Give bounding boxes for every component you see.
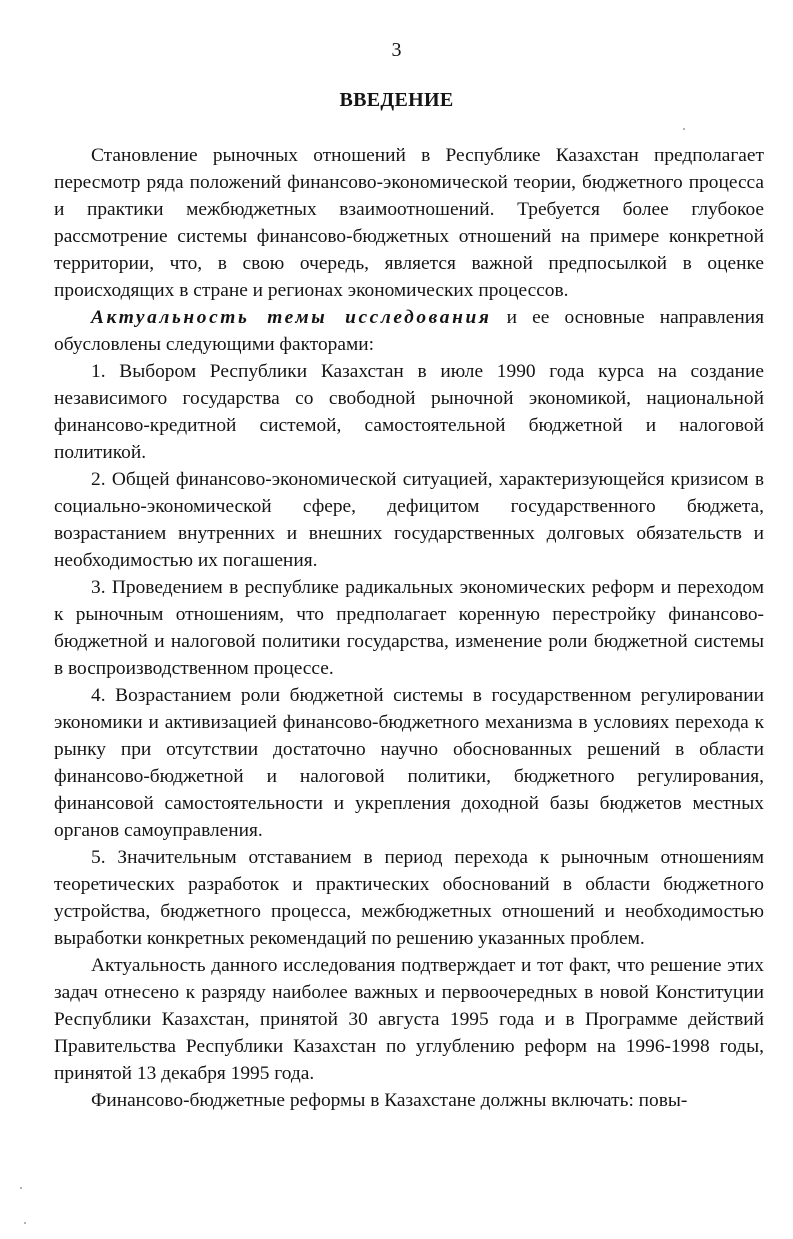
paragraph-intro: Становление рыночных отношений в Республике Казахстан предполагает пересмотр ряда положений финансово-экономической теории, бюджетного процесса и практики межбюджетных взаимоотношений. Требуется более глубокое рассмотрение системы финансово-бюджетных отношений на примере конкретной территории, что, в свою очередь, является важной предпосылкой в оценке происходящих в стране и регионах экономических процессов. [54,145,764,301]
paragraph-factor-1: 1. Выбором Республики Казахстан в июле 1990 года курса на создание независимого государства со свободной рыночной экономикой, национальной финансово-кредитной системой, самостоятельной бюджетной и налоговой политикой. [54,361,764,463]
scan-speck [24,1222,26,1224]
page-number: 3 [391,39,402,61]
body-text [54,142,764,1114]
paragraph-factor-2: 2. Общей финансово-экономической ситуацией, характеризующейся кризисом в социально-экономической сфере, дефицитом государственного бюджета, возрастанием внутренних и внешних государственных долговых обязательств и необходимостью их погашения. [54,469,764,571]
paragraph-factor-3: 3. Проведением в республике радикальных экономических реформ и переходом к рыночным отношениям, что предполагает коренную перестройку финансово-бюджетной и налоговой политики государства, изменение роли бюджетной системы в воспроизводственном процессе. [54,577,764,679]
paragraph-factor-4: 4. Возрастанием роли бюджетной системы в государственном регулировании экономики и активизацией финансово-бюджетного механизма в условиях перехода к рынку при отсутствии достаточно научно обоснованных решений в области финансово-бюджетной и налоговой политики, бюджетного регулирования, финансовой самостоятельности и укрепления доходной базы бюджетов местных органов самоуправления. [54,685,764,841]
section-heading: ВВЕДЕНИЕ [339,89,454,111]
paragraph-reforms: Финансово-бюджетные реформы в Казахстане должны включать: повы- [91,1090,688,1111]
relevance-text: и ее основные направления обусловлены следующими факторами: [54,307,764,355]
scan-speck [683,128,685,130]
scan-speck [20,1187,22,1189]
paragraph-constitution: Актуальность данного исследования подтверждает и тот факт, что решение этих задач отнесено к разряду наиболее важных и первоочередных в новой Конституции Республики Казахстан, принятой 30 августа 1995 года и в Программе действий Правительства Республики Казахстан по углублению реформ на 1996-1998 годы, принятой 13 декабря 1995 года. [54,955,764,1084]
relevance-emphasis: Актуальность темы исследования [91,307,492,328]
paragraph-factor-5: 5. Значительным отставанием в период перехода к рыночным отношениям теоретических разработок и практических обоснований в области бюджетного устройства, бюджетного процесса, межбюджетных отношений и необходимостью выработки конкретных рекомендаций по решению указанных проблем. [54,847,764,949]
paragraph-relevance [54,304,764,358]
